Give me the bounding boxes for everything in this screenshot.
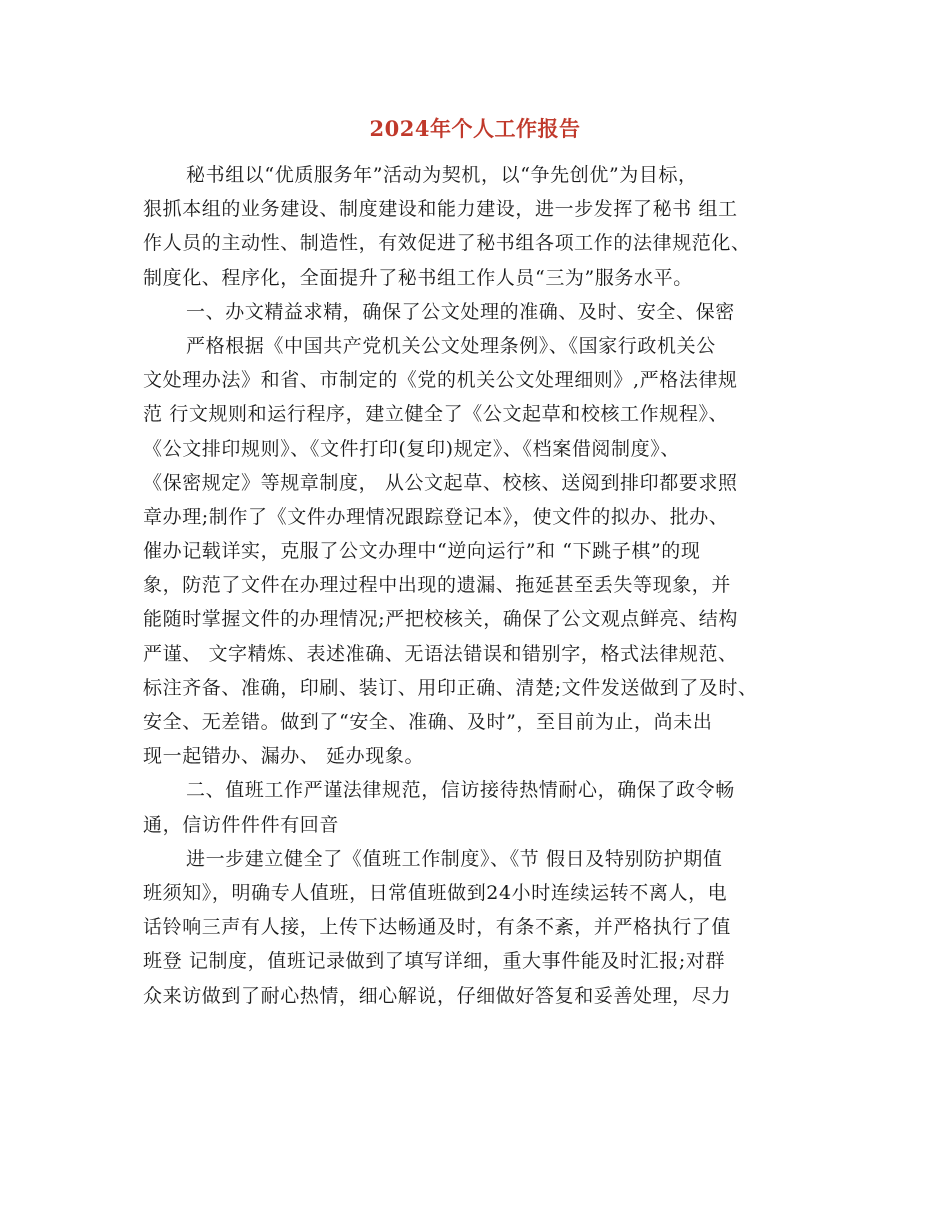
body-line: 严格根据《中国共产党机关公文处理条例》、《国家行政机关公 <box>186 334 716 357</box>
body-line: 《公文排印规则》、《文件打印(复印)规定》、《档案借阅制度》、 <box>143 437 680 460</box>
body-line: 秘书组以“优质服务年”活动为契机，以“争先创优”为目标， <box>186 164 698 186</box>
body-line: 众来访做到了耐心热情，细心解说，仔细做好答复和妥善处理，尽力 <box>143 984 732 1007</box>
body-line: 一、办文精益求精，确保了公文处理的准确、及时、安全、保密 <box>186 300 735 323</box>
body-line: 《保密规定》等规章制度， 从公文起草、校核、送阅到排印都要求照 <box>143 471 738 494</box>
body-line: 作人员的主动性、制造性，有效促进了秘书组各项工作的法律规范化、 <box>143 232 751 255</box>
body-line: 安全、无差错。做到了“安全、准确、及时”，至目前为止，尚未出 <box>143 711 713 733</box>
body-line: 话铃响三声有人接，上传下达畅通及时，有条不紊，并严格执行了值 <box>143 916 732 939</box>
body-line: 能随时掌握文件的办理情况;严把校核关，确保了公文观点鲜亮、结构 <box>143 608 739 631</box>
body-line: 制度化、程序化，全面提升了秘书组工作人员“三为”服务水平。 <box>143 266 693 289</box>
body-line: 范 行文规则和运行程序，建立健全了《公文起草和校核工作规程》、 <box>143 403 729 426</box>
body-line: 严谨、 文字精炼、表述准确、无语法错误和错别字，格式法律规范、 <box>143 642 738 665</box>
body-line: 催办记载详实，克服了公文办理中“逆向运行”和 “下跳子棋”的现 <box>143 540 701 563</box>
body-line: 象，防范了文件在办理过程中出现的遗漏、拖延甚至丢失等现象，并 <box>143 574 732 597</box>
body-line: 通，信访件件件有回音 <box>143 813 340 836</box>
body-line: 班须知》，明确专人值班，日常值班做到24小时连续运转不离人，电 <box>143 881 728 904</box>
body-line: 现一起错办、漏办、 延办现象。 <box>143 745 425 768</box>
body-line: 二、值班工作严谨法律规范，信访接待热情耐心，确保了政令畅 <box>186 779 735 802</box>
body-line: 进一步建立健全了《值班工作制度》、《节 假日及特别防护期值 <box>186 847 723 870</box>
body-line: 标注齐备、准确，印刷、装订、用印正确、清楚;文件发送做到了及时、 <box>143 676 758 699</box>
body-line: 狠抓本组的业务建设、制度建设和能力建设，进一步发挥了秘书 组工 <box>143 198 738 221</box>
body-line: 班登 记制度，值班记录做到了填写详细，重大事件能及时汇报;对群 <box>143 950 726 973</box>
document-body <box>143 158 823 1013</box>
body-line: 章办理;制作了《文件办理情况跟踪登记本》，使文件的拟办、批办、 <box>143 505 729 528</box>
document-title: 2024年个人工作报告 <box>369 116 581 141</box>
body-line: 文处理办法》和省、市制定的《党的机关公文处理细则》,严格法律规 <box>143 369 738 392</box>
